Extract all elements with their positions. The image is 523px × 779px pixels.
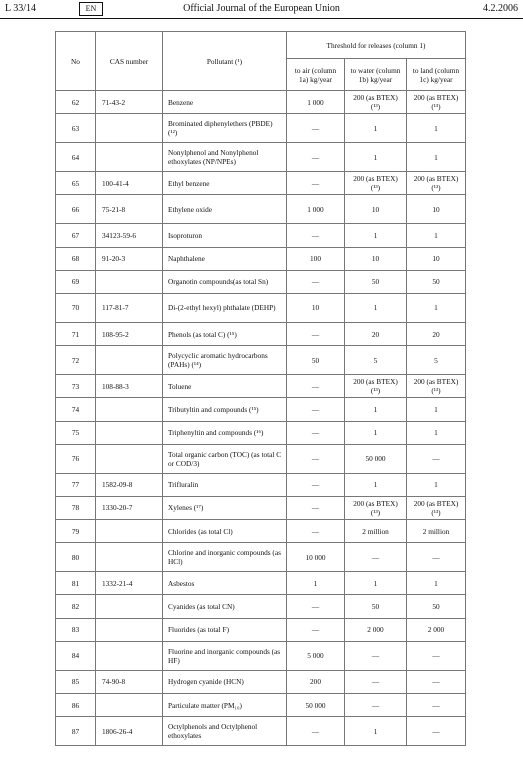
- pollutant-name-cell: Polycyclic aromatic hydrocarbons (PAHs) (¹⁴): [163, 346, 287, 375]
- table-row: [56, 270, 466, 293]
- water-threshold-cell: 1: [345, 143, 407, 172]
- pollutant-name-cell: Chlorides (as total Cl): [163, 520, 287, 543]
- land-threshold-cell: 200 (as BTEX) (¹³): [407, 172, 466, 195]
- pollutant-name-cell: Phenols (as total C) (¹⁵): [163, 322, 287, 345]
- pollutant-name-cell: Triphenyltin and compounds (¹⁶): [163, 421, 287, 444]
- air-threshold-cell: —: [287, 322, 345, 345]
- air-threshold-cell: —: [287, 375, 345, 398]
- table-row: [56, 172, 466, 195]
- journal-title: Official Journal of the European Union: [183, 3, 340, 14]
- land-threshold-cell: 10: [407, 247, 466, 270]
- cas-number-cell: [96, 398, 163, 421]
- col-header-water: to water (column 1b) kg/year: [345, 59, 407, 91]
- row-number-cell: 79: [56, 520, 96, 543]
- col-header-cas: CAS number: [96, 32, 163, 91]
- table-row: [56, 91, 466, 114]
- table-row: [56, 641, 466, 670]
- row-number-cell: 87: [56, 717, 96, 746]
- pollutant-name-cell: Organotin compounds(as total Sn): [163, 270, 287, 293]
- col-header-land: to land (column 1c) kg/year: [407, 59, 466, 91]
- table-body: [56, 91, 466, 746]
- table-row: [56, 520, 466, 543]
- table-row: [56, 572, 466, 595]
- table-row: [56, 473, 466, 496]
- row-number-cell: 69: [56, 270, 96, 293]
- table-row: [56, 195, 466, 224]
- cas-number-cell: [96, 618, 163, 641]
- land-threshold-cell: 5: [407, 346, 466, 375]
- row-number-cell: 75: [56, 421, 96, 444]
- air-threshold-cell: —: [287, 496, 345, 519]
- cas-number-cell: [96, 543, 163, 572]
- table-row: [56, 247, 466, 270]
- row-number-cell: 84: [56, 641, 96, 670]
- land-threshold-cell: 200 (as BTEX) (¹³): [407, 375, 466, 398]
- water-threshold-cell: 2 million: [345, 520, 407, 543]
- cas-number-cell: [96, 520, 163, 543]
- row-number-cell: 81: [56, 572, 96, 595]
- row-number-cell: 83: [56, 618, 96, 641]
- land-threshold-cell: —: [407, 670, 466, 693]
- cas-number-cell: [96, 346, 163, 375]
- cas-number-cell: 34123-59-6: [96, 224, 163, 247]
- page-reference: L 33/14: [5, 3, 37, 14]
- table-row: [56, 322, 466, 345]
- air-threshold-cell: —: [287, 224, 345, 247]
- pollutant-name-cell: Chlorine and inorganic compounds (as HCl): [163, 543, 287, 572]
- air-threshold-cell: 10: [287, 293, 345, 322]
- land-threshold-cell: 2 million: [407, 520, 466, 543]
- water-threshold-cell: 10: [345, 247, 407, 270]
- pollutant-name-cell: Particulate matter (PM₁₀): [163, 694, 287, 717]
- pollutant-name-cell: Di-(2-ethyl hexyl) phthalate (DEHP): [163, 293, 287, 322]
- col-header-pollutant: Pollutant (¹): [163, 32, 287, 91]
- row-number-cell: 80: [56, 543, 96, 572]
- water-threshold-cell: 50 000: [345, 444, 407, 473]
- air-threshold-cell: 1: [287, 572, 345, 595]
- cas-number-cell: 75-21-8: [96, 195, 163, 224]
- header-rule: [0, 18, 523, 19]
- air-threshold-cell: —: [287, 143, 345, 172]
- water-threshold-cell: 200 (as BTEX) (¹³): [345, 496, 407, 519]
- pollutant-name-cell: Brominated diphenylethers (PBDE) (¹²): [163, 114, 287, 143]
- land-threshold-cell: 1: [407, 143, 466, 172]
- row-number-cell: 68: [56, 247, 96, 270]
- cas-number-cell: 91-20-3: [96, 247, 163, 270]
- air-threshold-cell: —: [287, 618, 345, 641]
- water-threshold-cell: 1: [345, 293, 407, 322]
- air-threshold-cell: —: [287, 270, 345, 293]
- land-threshold-cell: —: [407, 444, 466, 473]
- publication-date: 4.2.2006: [483, 3, 518, 14]
- air-threshold-cell: 50: [287, 346, 345, 375]
- col-header-no: No: [56, 32, 96, 91]
- table-row: [56, 143, 466, 172]
- pollutant-name-cell: Isoproturon: [163, 224, 287, 247]
- row-number-cell: 70: [56, 293, 96, 322]
- air-threshold-cell: 5 000: [287, 641, 345, 670]
- cas-number-cell: [96, 143, 163, 172]
- land-threshold-cell: 1: [407, 421, 466, 444]
- air-threshold-cell: —: [287, 398, 345, 421]
- air-threshold-cell: —: [287, 473, 345, 496]
- pollutant-name-cell: Fluorides (as total F): [163, 618, 287, 641]
- land-threshold-cell: 1: [407, 224, 466, 247]
- row-number-cell: 63: [56, 114, 96, 143]
- cas-number-cell: 108-88-3: [96, 375, 163, 398]
- table-row: [56, 595, 466, 618]
- cas-number-cell: 1332-21-4: [96, 572, 163, 595]
- row-number-cell: 82: [56, 595, 96, 618]
- land-threshold-cell: —: [407, 694, 466, 717]
- land-threshold-cell: 10: [407, 195, 466, 224]
- land-threshold-cell: 1: [407, 473, 466, 496]
- row-number-cell: 77: [56, 473, 96, 496]
- water-threshold-cell: —: [345, 670, 407, 693]
- table-row: [56, 496, 466, 519]
- cas-number-cell: 117-81-7: [96, 293, 163, 322]
- land-threshold-cell: 1: [407, 114, 466, 143]
- cas-number-cell: [96, 421, 163, 444]
- row-number-cell: 86: [56, 694, 96, 717]
- table-row: [56, 421, 466, 444]
- row-number-cell: 85: [56, 670, 96, 693]
- pollutant-name-cell: Fluorine and inorganic compounds (as HF): [163, 641, 287, 670]
- pollutant-name-cell: Ethyl benzene: [163, 172, 287, 195]
- cas-number-cell: [96, 595, 163, 618]
- pollutant-name-cell: Ethylene oxide: [163, 195, 287, 224]
- water-threshold-cell: 200 (as BTEX) (¹³): [345, 172, 407, 195]
- table-row: [56, 694, 466, 717]
- row-number-cell: 65: [56, 172, 96, 195]
- land-threshold-cell: 200 (as BTEX) (¹³): [407, 496, 466, 519]
- row-number-cell: 71: [56, 322, 96, 345]
- cas-number-cell: [96, 114, 163, 143]
- table-row: [56, 543, 466, 572]
- air-threshold-cell: 100: [287, 247, 345, 270]
- water-threshold-cell: 200 (as BTEX) (¹³): [345, 375, 407, 398]
- table-row: [56, 346, 466, 375]
- water-threshold-cell: 5: [345, 346, 407, 375]
- cas-number-cell: 1330-20-7: [96, 496, 163, 519]
- air-threshold-cell: —: [287, 595, 345, 618]
- water-threshold-cell: 50: [345, 595, 407, 618]
- water-threshold-cell: 50: [345, 270, 407, 293]
- air-threshold-cell: 10 000: [287, 543, 345, 572]
- water-threshold-cell: 1: [345, 114, 407, 143]
- land-threshold-cell: —: [407, 543, 466, 572]
- pollutant-name-cell: Benzene: [163, 91, 287, 114]
- air-threshold-cell: 50 000: [287, 694, 345, 717]
- land-threshold-cell: 2 000: [407, 618, 466, 641]
- land-threshold-cell: 50: [407, 270, 466, 293]
- row-number-cell: 67: [56, 224, 96, 247]
- language-badge: EN: [79, 2, 103, 16]
- cas-number-cell: 71-43-2: [96, 91, 163, 114]
- water-threshold-cell: —: [345, 641, 407, 670]
- cas-number-cell: 100-41-4: [96, 172, 163, 195]
- row-number-cell: 78: [56, 496, 96, 519]
- water-threshold-cell: 1: [345, 572, 407, 595]
- row-number-cell: 74: [56, 398, 96, 421]
- pollutant-name-cell: Total organic carbon (TOC) (as total C or COD/3): [163, 444, 287, 473]
- cas-number-cell: [96, 270, 163, 293]
- land-threshold-cell: 200 (as BTEX) (¹³): [407, 91, 466, 114]
- cas-number-cell: 108-95-2: [96, 322, 163, 345]
- air-threshold-cell: —: [287, 520, 345, 543]
- table-row: [56, 670, 466, 693]
- water-threshold-cell: 20: [345, 322, 407, 345]
- cas-number-cell: [96, 694, 163, 717]
- cas-number-cell: [96, 641, 163, 670]
- air-threshold-cell: —: [287, 444, 345, 473]
- air-threshold-cell: —: [287, 717, 345, 746]
- water-threshold-cell: 200 (as BTEX) (¹³): [345, 91, 407, 114]
- water-threshold-cell: 1: [345, 398, 407, 421]
- air-threshold-cell: —: [287, 421, 345, 444]
- pollutant-name-cell: Toluene: [163, 375, 287, 398]
- table-row: [56, 398, 466, 421]
- row-number-cell: 64: [56, 143, 96, 172]
- water-threshold-cell: 10: [345, 195, 407, 224]
- row-number-cell: 66: [56, 195, 96, 224]
- land-threshold-cell: 50: [407, 595, 466, 618]
- cas-number-cell: 1806-26-4: [96, 717, 163, 746]
- water-threshold-cell: 1: [345, 717, 407, 746]
- table-header: [56, 32, 466, 91]
- pollutant-name-cell: Nonylphenol and Nonylphenol ethoxylates (NP/NPEs): [163, 143, 287, 172]
- air-threshold-cell: 1 000: [287, 91, 345, 114]
- pollutant-name-cell: Naphthalene: [163, 247, 287, 270]
- table-row: [56, 444, 466, 473]
- water-threshold-cell: —: [345, 694, 407, 717]
- col-header-air: to air (column 1a) kg/year: [287, 59, 345, 91]
- table-row: [56, 618, 466, 641]
- pollutant-name-cell: Asbestos: [163, 572, 287, 595]
- pollutant-name-cell: Cyanides (as total CN): [163, 595, 287, 618]
- table-row: [56, 293, 466, 322]
- cas-number-cell: 74-90-8: [96, 670, 163, 693]
- table-row: [56, 224, 466, 247]
- table-row: [56, 375, 466, 398]
- pollutant-name-cell: Hydrogen cyanide (HCN): [163, 670, 287, 693]
- pollutant-threshold-table: [55, 31, 466, 746]
- row-number-cell: 76: [56, 444, 96, 473]
- row-number-cell: 73: [56, 375, 96, 398]
- table-row: [56, 717, 466, 746]
- land-threshold-cell: —: [407, 717, 466, 746]
- cas-number-cell: [96, 444, 163, 473]
- air-threshold-cell: —: [287, 114, 345, 143]
- water-threshold-cell: 2 000: [345, 618, 407, 641]
- pollutant-name-cell: Trifluralin: [163, 473, 287, 496]
- table-row: [56, 114, 466, 143]
- land-threshold-cell: 1: [407, 398, 466, 421]
- land-threshold-cell: 1: [407, 293, 466, 322]
- row-number-cell: 72: [56, 346, 96, 375]
- page-header: [0, 0, 523, 20]
- pollutant-name-cell: Xylenes (¹⁷): [163, 496, 287, 519]
- water-threshold-cell: 1: [345, 473, 407, 496]
- pollutant-name-cell: Octylphenols and Octylphenol ethoxylates: [163, 717, 287, 746]
- water-threshold-cell: —: [345, 543, 407, 572]
- water-threshold-cell: 1: [345, 421, 407, 444]
- air-threshold-cell: 1 000: [287, 195, 345, 224]
- air-threshold-cell: —: [287, 172, 345, 195]
- land-threshold-cell: 20: [407, 322, 466, 345]
- cas-number-cell: 1582-09-8: [96, 473, 163, 496]
- air-threshold-cell: 200: [287, 670, 345, 693]
- water-threshold-cell: 1: [345, 224, 407, 247]
- col-header-threshold: Threshold for releases (column 1): [287, 32, 466, 59]
- land-threshold-cell: 1: [407, 572, 466, 595]
- row-number-cell: 62: [56, 91, 96, 114]
- pollutant-name-cell: Tributyltin and compounds (¹⁵): [163, 398, 287, 421]
- land-threshold-cell: —: [407, 641, 466, 670]
